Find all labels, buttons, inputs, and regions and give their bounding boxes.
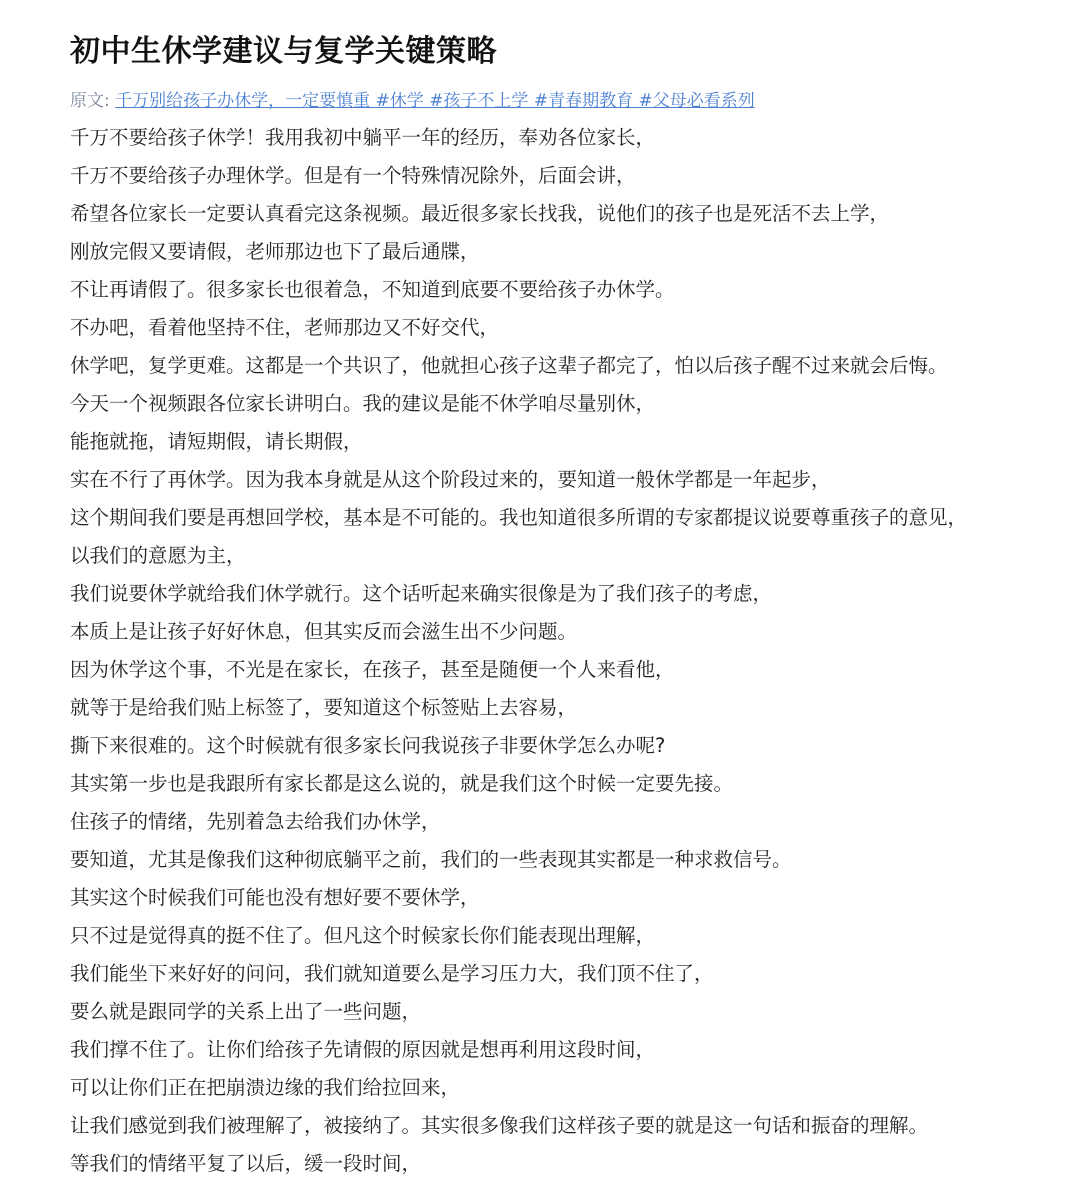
text-line: 我们能坐下来好好的问问，我们就知道要么是学习压力大，我们顶不住了，	[70, 962, 714, 985]
text-line: 住孩子的情绪，先别着急去给我们办休学，	[70, 810, 441, 833]
text-line: 不办吧，看着他坚持不住，老师那边又不好交代，	[70, 316, 500, 339]
text-line: 这个期间我们要是再想回学校，基本是不可能的。我也知道很多所谓的专家都提议说要尊重孩子的意见，	[70, 506, 968, 529]
text-line: 刚放完假又要请假，老师那边也下了最后通牒，	[70, 240, 480, 263]
article-body	[70, 119, 1015, 1183]
text-line: 实在不行了再休学。因为我本身就是从这个阶段过来的，要知道一般休学都是一年起步，	[70, 468, 831, 491]
text-line: 千万不要给孩子休学！我用我初中躺平一年的经历，奉劝各位家长，	[70, 126, 656, 149]
text-line: 本质上是让孩子好好休息，但其实反而会滋生出不少问题。	[70, 620, 578, 643]
text-line: 撕下来很难的。这个时候就有很多家长问我说孩子非要休学怎么办呢?	[70, 734, 666, 757]
text-line: 因为休学这个事，不光是在家长，在孩子，甚至是随便一个人来看他，	[70, 658, 675, 681]
text-line: 休学吧，复学更难。这都是一个共识了，他就担心孩子这辈子都完了，怕以后孩子醒不过来就会后悔。	[70, 354, 948, 377]
text-line: 要知道，尤其是像我们这种彻底躺平之前，我们的一些表现其实都是一种求救信号。	[70, 848, 792, 871]
text-line: 不让再请假了。很多家长也很着急，不知道到底要不要给孩子办休学。	[70, 278, 675, 301]
text-line: 以我们的意愿为主，	[70, 544, 246, 567]
text-line: 让我们感觉到我们被理解了，被接纳了。其实很多像我们这样孩子要的就是这一句话和振奋的理解。	[70, 1114, 929, 1137]
text-line: 就等于是给我们贴上标签了，要知道这个标签贴上去容易，	[70, 696, 578, 719]
text-line: 千万不要给孩子办理休学。但是有一个特殊情况除外，后面会讲，	[70, 164, 636, 187]
text-line: 希望各位家长一定要认真看完这条视频。最近很多家长找我，说他们的孩子也是死活不去上学，	[70, 202, 890, 225]
source-label: 原文:	[70, 91, 110, 111]
text-line: 我们说要休学就给我们休学就行。这个话听起来确实很像是为了我们孩子的考虑，	[70, 582, 773, 605]
article-title: 初中生休学建议与复学关键策略	[70, 34, 497, 69]
source-line	[70, 88, 1015, 114]
text-line: 能拖就拖，请短期假，请长期假，	[70, 430, 363, 453]
text-line: 要么就是跟同学的关系上出了一些问题，	[70, 1000, 422, 1023]
text-line: 只不过是觉得真的挺不住了。但凡这个时候家长你们能表现出理解，	[70, 924, 656, 947]
text-line: 等我们的情绪平复了以后，缓一段时间，	[70, 1152, 422, 1175]
text-line: 其实第一步也是我跟所有家长都是这么说的，就是我们这个时候一定要先接。	[70, 772, 734, 795]
text-line: 今天一个视频跟各位家长讲明白。我的建议是能不休学咱尽量别休，	[70, 392, 656, 415]
article	[70, 30, 1015, 1183]
text-line: 其实这个时候我们可能也没有想好要不要休学，	[70, 886, 480, 909]
text-line: 可以让你们正在把崩溃边缘的我们给拉回来，	[70, 1076, 461, 1099]
text-line: 我们撑不住了。让你们给孩子先请假的原因就是想再利用这段时间，	[70, 1038, 656, 1061]
source-link[interactable]: 千万别给孩子办休学，一定要慎重 #休学 #孩子不上学 #青春期教育 #父母必看系列	[115, 91, 755, 111]
